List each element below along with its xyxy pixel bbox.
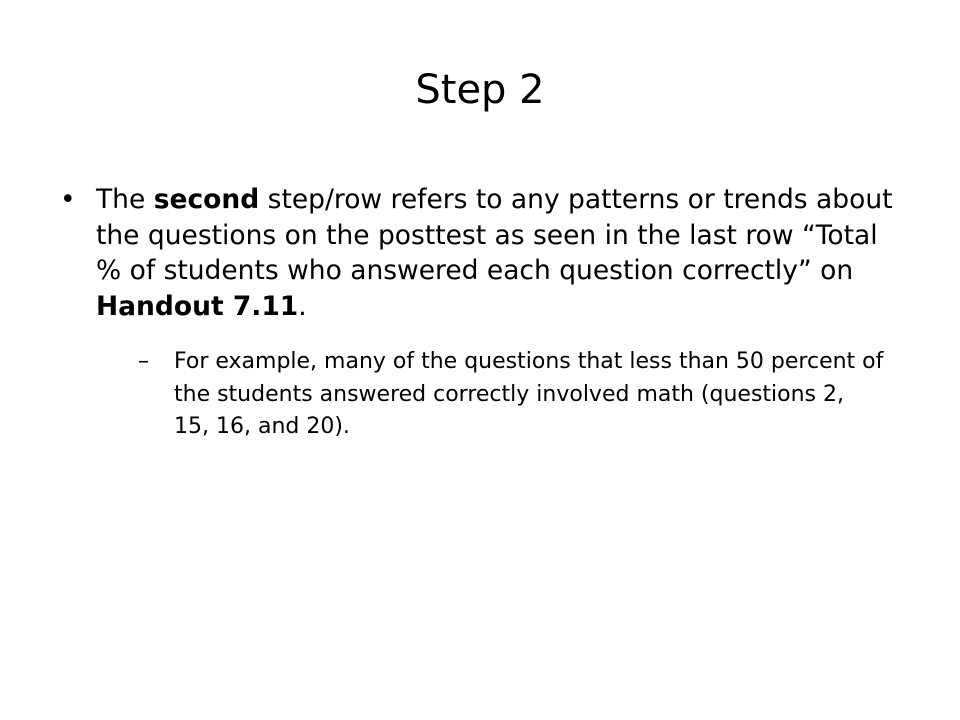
bullet-text-end: . xyxy=(298,290,307,322)
bullet-item xyxy=(58,182,898,444)
bullet-text-middle: step/row refers to any patterns or trends about the questions on the posttest as seen in the last row “Total % of students who answered each question correctly” on xyxy=(96,184,893,286)
slide-title: Step 2 xyxy=(415,67,545,113)
bullet-marker: • xyxy=(60,184,76,215)
bullet-list xyxy=(58,182,898,444)
bullet-text-intro: The xyxy=(96,184,154,215)
sub-bullet-marker: – xyxy=(138,349,149,374)
bullet-text-bold-handout: Handout 7.11 xyxy=(96,290,299,322)
bullet-text-bold-second: second xyxy=(153,184,260,215)
sub-bullet-item xyxy=(138,346,884,444)
sub-bullet-text: For example, many of the questions that less than 50 percent of the students answered correctly involved math (questions 2, 15, 16, and 20). xyxy=(174,349,884,439)
